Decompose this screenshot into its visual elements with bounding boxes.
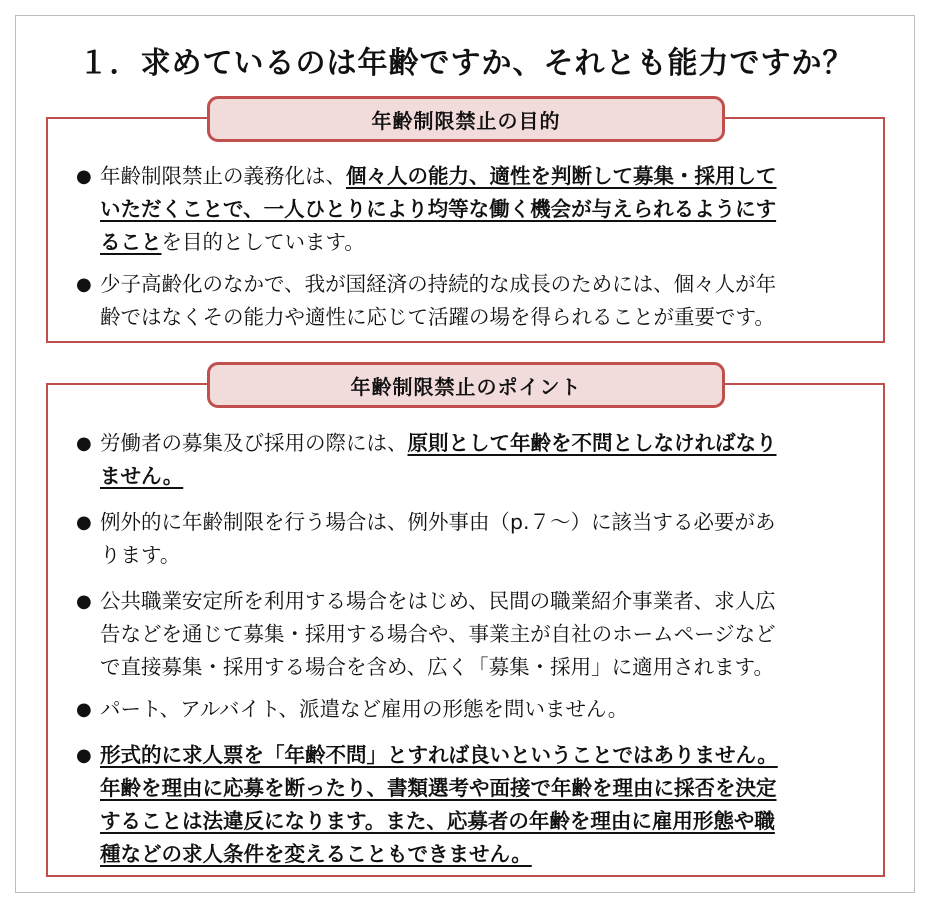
text-line bbox=[76, 160, 866, 193]
text-line bbox=[76, 739, 866, 772]
list-item bbox=[76, 506, 866, 572]
purpose-heading: 年齢制限禁止の目的 bbox=[207, 96, 725, 142]
emphasis-text: いただくことで、一人ひとりにより均等な働く機会が与えられるようにす bbox=[100, 197, 777, 221]
bullet-icon: ● bbox=[76, 699, 92, 720]
text-line bbox=[76, 427, 866, 460]
list-item bbox=[76, 693, 866, 726]
list-item bbox=[76, 739, 866, 871]
text-line: 公共職業安定所を利用する場合をはじめ、民間の職業紹介事業者、求人広 bbox=[100, 589, 776, 613]
text-line: 例外的に年齢制限を行う場合は、例外事由（p.７～）に該当する必要があ bbox=[100, 510, 776, 534]
emphasis-text: ること bbox=[100, 230, 162, 254]
bullet-icon: ● bbox=[76, 274, 92, 295]
bullet-icon: ● bbox=[76, 591, 92, 612]
emphasis-text: 形式的に求人票を「年齢不問」とすれば良いということではありません。 bbox=[100, 743, 778, 767]
text-line bbox=[76, 838, 866, 871]
list-item bbox=[76, 427, 866, 493]
emphasis-text: 種などの求人条件を変えることもできません。 bbox=[100, 842, 532, 866]
plain-text: 労働者の募集及び採用の際には、 bbox=[100, 431, 408, 455]
bullet-icon: ● bbox=[76, 745, 92, 766]
plain-text: を目的としています。 bbox=[161, 230, 365, 254]
emphasis-text: 個々人の能力、適性を判断して募集・採用して bbox=[346, 164, 777, 188]
bullet-icon: ● bbox=[76, 433, 92, 454]
text-line: 齢ではなくその能力や適性に応じて活躍の場を得られることが重要です。 bbox=[100, 305, 775, 329]
emphasis-text: 原則として年齢を不問としなければなり bbox=[407, 431, 777, 455]
text-line: で直接募集・採用する場合を含め、広く「募集・採用」に適用されます。 bbox=[100, 655, 775, 679]
text-line bbox=[76, 772, 866, 805]
plain-text: 年齢制限禁止の義務化は、 bbox=[100, 164, 346, 188]
text-line bbox=[76, 805, 866, 838]
text-line: 告などを通じて募集・採用する場合や、事業主が自社のホームページなど bbox=[100, 622, 776, 646]
text-line bbox=[76, 460, 866, 493]
list-item bbox=[76, 585, 866, 684]
bullet-icon: ● bbox=[76, 512, 92, 533]
text-line: パート、アルバイト、派遣など雇用の形態を問いません。 bbox=[100, 697, 629, 721]
text-line bbox=[76, 193, 866, 226]
emphasis-text: 年齢を理由に応募を断ったり、書類選考や面接で年齢を理由に採否を決定 bbox=[100, 776, 777, 800]
list-item bbox=[76, 160, 866, 259]
emphasis-text: することは法違反になります。また、応募者の年齢を理由に雇用形態や職 bbox=[100, 809, 775, 833]
list-item bbox=[76, 268, 866, 334]
page-title: １．求めているのは年齢ですか、それとも能力ですか？ bbox=[78, 46, 854, 81]
text-line: ります。 bbox=[100, 543, 181, 567]
points-heading: 年齢制限禁止のポイント bbox=[207, 362, 725, 408]
bullet-icon: ● bbox=[76, 166, 92, 187]
emphasis-text: ません。 bbox=[100, 464, 184, 488]
text-line: 少子高齢化のなかで、我が国経済の持続的な成長のためには、個々人が年 bbox=[100, 272, 777, 296]
text-line bbox=[76, 226, 866, 259]
